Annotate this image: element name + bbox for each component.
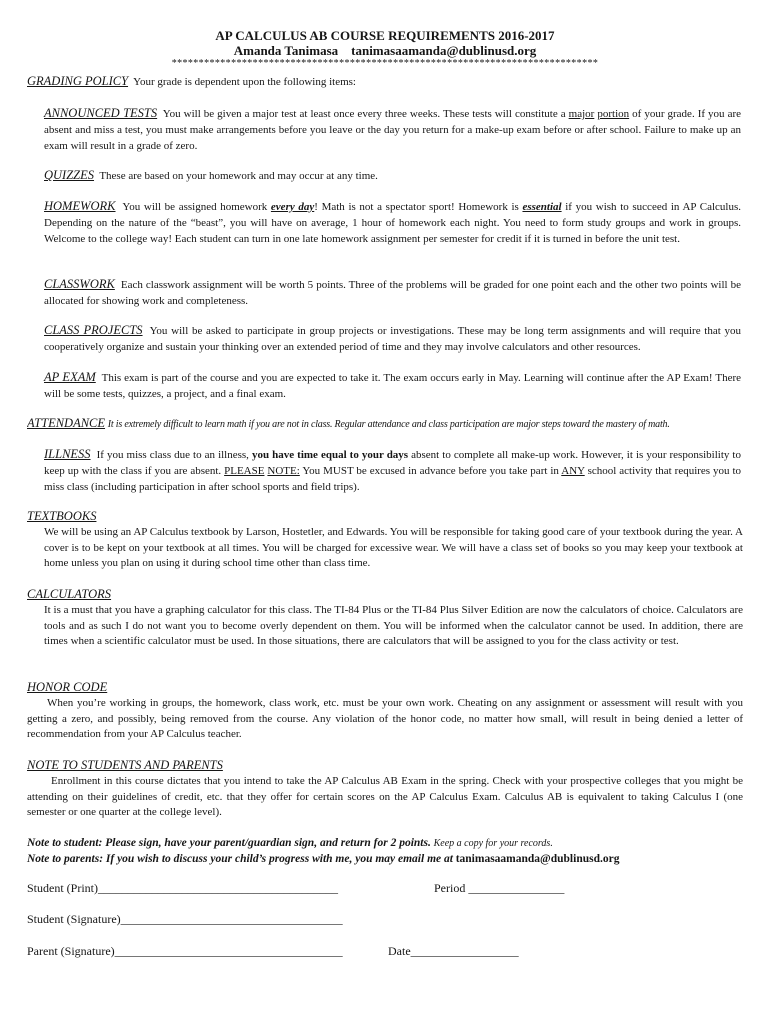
- parent-note-email: tanimasaamanda@dublinusd.org: [455, 853, 620, 865]
- textbooks-heading: TEXTBOOKS: [27, 509, 97, 523]
- homework-text-2: ! Math is not a spectator sport! Homework is: [314, 201, 523, 213]
- ap-exam-paragraph: [44, 370, 741, 403]
- classwork-text: Each classwork assignment will be worth 5 points. Three of the problems will be graded for one point each and the other two points will be allocated for showing work and completeness.: [44, 279, 741, 307]
- homework-heading: HOMEWORK: [44, 199, 116, 213]
- announced-tests-text-1: You will be given a major test at least once every three weeks. These tests will constitute a: [162, 108, 569, 120]
- grading-policy-heading: GRADING POLICY: [27, 74, 129, 88]
- announced-tests-paragraph: [44, 106, 741, 154]
- calculators-section: [27, 587, 743, 650]
- parent-note-line: [27, 852, 743, 868]
- calculators-text: It is a must that you have a graphing calculator for this class. The TI-84 Plus or the TI-84 Plus Silver Edition are now the calculators of choice. Calculators are tools and as such I do not want you to become overly dependent on them. You will be informed when the calculator cannot be used. In addition, there are times when a scientific calculator must be used. In those situations, there are calculators that will be assigned to you for the class activity or test.: [44, 603, 743, 648]
- attendance-text: It is extremely difficult to learn math if you are not in class. Regular attendance and class participation are major steps toward the mastery of math.: [107, 419, 670, 430]
- note-section: [27, 758, 743, 821]
- teacher-name: Amanda Tanimasa: [233, 43, 339, 58]
- illness-paragraph: [44, 447, 741, 495]
- textbooks-section: [27, 509, 743, 572]
- class-projects-paragraph: [44, 323, 741, 356]
- homework-paragraph: [44, 199, 741, 247]
- attendance-heading: ATTENDANCE: [27, 416, 106, 430]
- please-emphasis: PLEASE: [224, 464, 265, 477]
- parent-signature-line[interactable]: Parent (Signature)______________________________________: [27, 944, 343, 958]
- attendance-paragraph: [27, 416, 743, 433]
- calculators-heading: CALCULATORS: [27, 587, 112, 601]
- grading-policy-intro: Your grade is dependent upon the following items:: [133, 76, 356, 88]
- illness-bold-phrase: you have time equal to your days: [251, 449, 409, 461]
- illness-text-1: If you miss class due to an illness,: [96, 449, 252, 461]
- teacher-line: [0, 43, 770, 59]
- date-line[interactable]: Date__________________: [388, 944, 519, 958]
- homework-text-1: You will be assigned homework: [122, 201, 271, 213]
- quizzes-paragraph: [44, 168, 741, 185]
- note-text: Enrollment in this course dictates that you intend to take the AP Calculus AB Exam in the spring. Check with your prospective colleges that you might be attending on their guidelines of credit, etc. that they offer for certain scores on the AP Calculus Exam. Calculus AB is equivalent to taking Calculus I (one semester or one quarter at the college level).: [27, 774, 743, 819]
- portion-emphasis: portion: [597, 108, 630, 120]
- ap-exam-heading: AP EXAM: [44, 370, 96, 384]
- keep-copy-note: Keep a copy for your records.: [433, 838, 553, 849]
- student-note: Note to student: Please sign, have your parent/guardian sign, and return for 2 points.: [27, 837, 431, 849]
- honor-code-heading: HONOR CODE: [27, 680, 108, 694]
- textbooks-text: We will be using an AP Calculus textbook by Larson, Hostetler, and Edwards. You will be responsible for taking good care of your textbook during the year. A cover is to be kept on your textbook at all times. You will be charged for excessive wear. We will have a class set of books so you may keep your textbook at home unless you plan on using it during school time other than class time.: [44, 525, 743, 570]
- student-note-line: [27, 836, 743, 852]
- major-emphasis: major: [568, 108, 595, 120]
- homework-text-3: if you wish to succeed in AP Calculus. Depending on the nature of the “beast”, you will have on average, 1 hour of homework each night. You need to form study groups and work in groups. Welcome to the college way! Each student can turn in one late homework assignment per semester for credit if it is turned in before the unit test.: [44, 201, 741, 245]
- student-print-line[interactable]: Student (Print)________________________________________: [27, 881, 338, 895]
- quizzes-heading: QUIZZES: [44, 168, 95, 182]
- essential-emphasis: essential: [522, 201, 562, 213]
- classwork-paragraph: [44, 277, 741, 310]
- honor-code-section: [27, 680, 743, 743]
- classwork-heading: CLASSWORK: [44, 277, 115, 291]
- teacher-email: tanimasaamanda@dublinusd.org: [351, 43, 537, 58]
- period-line[interactable]: Period ________________: [434, 881, 565, 895]
- illness-text-5: school activity that requires you to miss class (including participation in after school sports and field trips).: [44, 464, 742, 493]
- document-title: AP CALCULUS AB COURSE REQUIREMENTS 2016-2017: [215, 28, 555, 43]
- announced-tests-heading: ANNOUNCED TESTS: [44, 106, 158, 120]
- note-emphasis: NOTE:: [267, 464, 300, 477]
- honor-code-text: When you’re working in groups, the homework, class work, etc. must be your own work. Cheating on any assignment or assessment will result with you getting a zero, and possibly, being removed from the course. Any violation of the honor code, no matter how small, will result in being denied a letter of recommendation from your AP Calculus teacher.: [27, 696, 743, 741]
- student-signature-line[interactable]: Student (Signature)_____________________________________: [27, 912, 343, 926]
- illness-text-4: You MUST be excused in advance before you take part in: [299, 464, 562, 477]
- any-emphasis: ANY: [561, 464, 585, 477]
- illness-heading: ILLNESS: [44, 447, 91, 461]
- parent-note: Note to parents: If you wish to discuss your child’s progress with me, you may email me at: [27, 853, 453, 865]
- class-projects-heading: CLASS PROJECTS: [44, 323, 143, 337]
- ap-exam-text: This exam is part of the course and you are expected to take it. The exam occurs early in May. Learning will continue after the AP Exam! There will be some tests, quizzes, a project, and a final exam.: [44, 372, 741, 400]
- illness-text-2: absent to complete all make-up work. However, it is your responsibility to keep up with the class if you are absent.: [44, 449, 741, 477]
- quizzes-text: These are based on your homework and may occur at any time.: [99, 170, 378, 182]
- grading-policy-section: [27, 74, 743, 91]
- class-projects-text: You will be asked to participate in group projects or investigations. These may be long term assignments and will require that you cooperatively organize and sustain your thinking over an extended period of time and they may involve calculators and other resources.: [44, 325, 742, 353]
- every-day-emphasis: every day: [270, 201, 315, 213]
- announced-tests-text-3: of your grade. If you are absent and miss a test, you must make arrangements before you leave or the day you return for a make-up exam before or after school. Failure to make up an exam will result in a grade of zero.: [44, 108, 742, 152]
- note-heading: NOTE TO STUDENTS AND PARENTS: [27, 758, 223, 772]
- header-divider: *******************************************************************************: [171, 58, 599, 69]
